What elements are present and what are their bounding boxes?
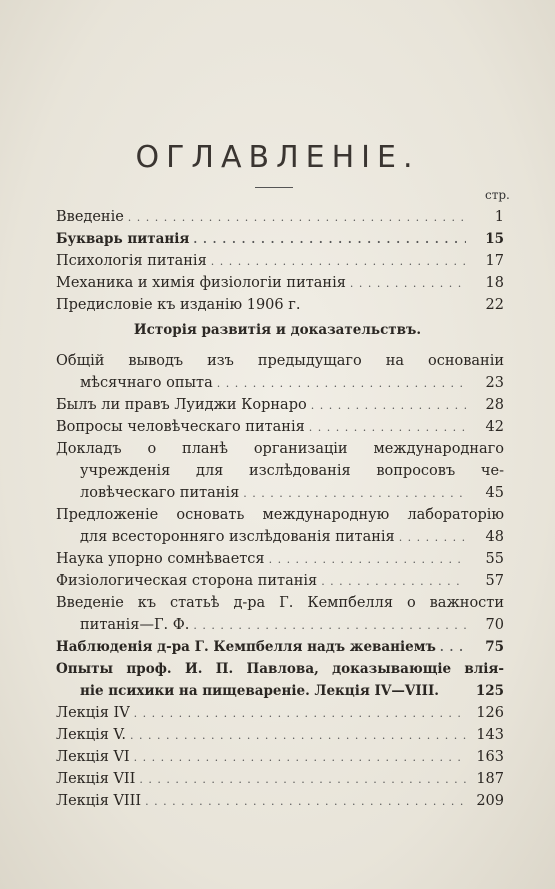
section-title: Исторія развитія и доказательствъ. <box>133 322 422 338</box>
toc-entry-line: для всесторонняго изслѣдованія питанія <box>80 529 395 545</box>
toc-entry-label: Букварь питанія <box>56 231 190 247</box>
toc-entry-line: ніе психики на пищевареніе. Лекція IV—VIII. <box>80 683 439 699</box>
toc-entry-label: Введеніе <box>56 209 124 225</box>
toc-entry[interactable] <box>56 548 504 570</box>
toc-entry-line: Опыты проф. И. П. Павлова, доказывающіе влія- <box>56 661 504 677</box>
toc-entry-page: 22 <box>485 297 504 313</box>
toc-entry-page: 17 <box>485 253 504 269</box>
toc-entry[interactable] <box>56 394 504 416</box>
toc-entry-label: Наблюденія д-ра Г. Кемпбелля надъ жеваніемъ <box>56 639 436 655</box>
toc-entry-page: 48 <box>485 529 504 545</box>
toc-entry[interactable] <box>56 658 504 702</box>
toc-top-list <box>56 206 504 316</box>
toc-entry-label: Вопросы человѣческаго питанія <box>56 419 305 435</box>
leader-dots <box>134 703 466 725</box>
leader-dots <box>243 483 466 505</box>
toc-entry-label: Былъ ли правъ Луиджи Корнаро <box>56 397 307 413</box>
leader-dots <box>128 207 466 229</box>
toc-entry-line: Докладъ о планѣ организаціи международнаго <box>56 441 504 457</box>
toc-entry-label: Психологія питанія <box>56 253 207 269</box>
toc-entry-label: Наука упорно сомнѣвается <box>56 551 265 567</box>
contents-heading: ОГЛАВЛЕНІЕ. <box>135 140 420 175</box>
leader-dots <box>321 571 466 593</box>
toc-entry-page: 1 <box>494 209 504 225</box>
toc-bottom-list <box>56 350 504 812</box>
toc-entry-page: 70 <box>485 617 504 633</box>
page-column-label: стр. <box>485 188 510 202</box>
toc-entry-line: Введеніе къ статьѣ д-ра Г. Кемпбелля о важности <box>56 595 504 611</box>
toc-entry[interactable] <box>56 294 504 316</box>
leader-dots <box>440 637 466 659</box>
toc-entry-page: 163 <box>476 749 504 765</box>
toc-entry[interactable] <box>56 504 504 548</box>
toc-entry-page: 15 <box>485 231 504 247</box>
toc-entry[interactable] <box>56 702 504 724</box>
toc-entry-page: 42 <box>485 419 504 435</box>
toc-entry[interactable] <box>56 228 504 250</box>
toc-entry[interactable] <box>56 250 504 272</box>
toc-entry-page: 75 <box>485 639 504 655</box>
toc-entry-line: мѣсячнаго опыта <box>80 375 213 391</box>
toc-entry-label: Физіологическая сторона питанія <box>56 573 318 589</box>
toc-entry-label: Предисловіе къ изданію 1906 г. <box>56 297 301 313</box>
toc-entry[interactable] <box>56 746 504 768</box>
leader-dots <box>309 417 466 439</box>
toc-entry[interactable] <box>56 724 504 746</box>
leader-dots <box>134 747 466 769</box>
leader-dots <box>193 229 466 251</box>
toc-entry[interactable] <box>56 416 504 438</box>
toc-entry-line: учрежденія для изслѣдованія вопросовъ че- <box>80 463 504 479</box>
toc-entry-label: Механика и химія физіологіи питанія <box>56 275 346 291</box>
toc-entry-page: 18 <box>485 275 504 291</box>
toc-entry-page: 23 <box>485 375 504 391</box>
toc-entry-page: 125 <box>475 683 504 699</box>
heading-divider <box>255 187 293 188</box>
toc-entry-line: ловѣческаго питанія <box>80 485 240 501</box>
toc-entry-page: 187 <box>476 771 504 787</box>
toc-entry-page: 45 <box>485 485 504 501</box>
toc-entry-line: питанія—Г. Ф. <box>80 617 190 633</box>
toc-entry[interactable] <box>56 350 504 394</box>
toc-entry-label: Лекція VIII <box>56 793 142 809</box>
toc-entry-label: Лекція VI <box>56 749 130 765</box>
toc-entry-page: 126 <box>476 705 504 721</box>
leader-dots <box>399 527 466 549</box>
leader-dots <box>350 273 466 295</box>
toc-entry-page: 57 <box>485 573 504 589</box>
leader-dots <box>139 769 466 791</box>
toc-entry-line: Общій выводъ изъ предыдущаго на основаніи <box>56 353 504 369</box>
toc-entry-page: 143 <box>476 727 504 743</box>
toc-entry-page: 55 <box>485 551 504 567</box>
toc-entry-line: Предложеніе основать международную лабораторію <box>56 507 504 523</box>
toc-entry-label: Лекція VII <box>56 771 136 787</box>
toc-entry[interactable] <box>56 768 504 790</box>
toc-entry[interactable] <box>56 438 504 504</box>
toc-entry[interactable] <box>56 206 504 228</box>
toc-entry-page: 209 <box>476 793 504 809</box>
leader-dots <box>193 615 466 637</box>
leader-dots <box>217 373 466 395</box>
leader-dots <box>211 251 466 273</box>
toc-entry[interactable] <box>56 592 504 636</box>
leader-dots <box>145 791 466 813</box>
toc-entry-page: 28 <box>485 397 504 413</box>
toc-entry[interactable] <box>56 790 504 812</box>
toc-entry[interactable] <box>56 636 504 658</box>
leader-dots <box>130 725 466 747</box>
leader-dots <box>311 395 466 417</box>
toc-entry-label: Лекція V. <box>56 727 127 743</box>
leader-dots <box>269 549 466 571</box>
toc-entry[interactable] <box>56 570 504 592</box>
toc-entry-label: Лекція IV <box>56 705 130 721</box>
toc-entry[interactable] <box>56 272 504 294</box>
